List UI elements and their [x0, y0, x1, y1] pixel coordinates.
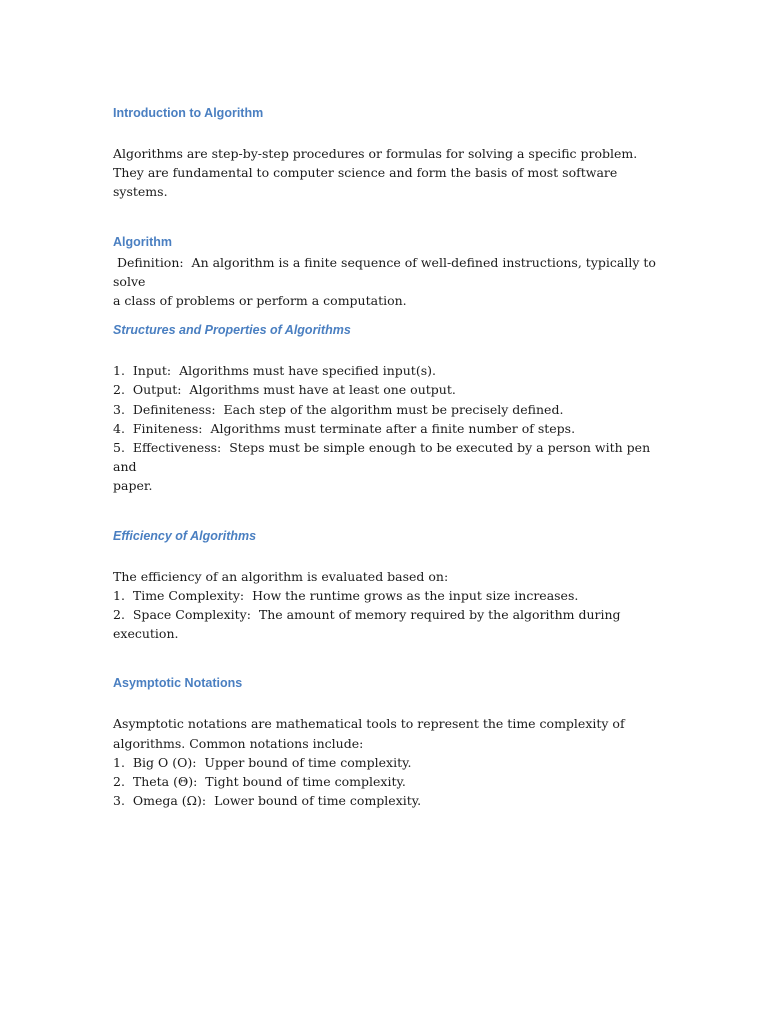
heading-introduction: Introduction to Algorithm [113, 106, 264, 120]
list-item: 3. Omega (Ω): Lower bound of time complexity. [113, 793, 422, 809]
efficiency-line: The efficiency of an algorithm is evaluated based on: [113, 568, 449, 584]
list-item: 3. Definiteness: Each step of the algorithm must be precisely defined. [113, 401, 564, 417]
list-item: 1. Input: Algorithms must have specified input(s). [113, 363, 436, 379]
definition-line: Definition: An algorithm is a finite sequence of well-defined instructions, typically to solve [113, 254, 660, 289]
list-item: 1. Big O (O): Upper bound of time complexity. [113, 754, 412, 770]
intro-paragraph [113, 144, 658, 202]
algorithm-definition [113, 253, 658, 311]
heading-structures: Structures and Properties of Algorithms [113, 323, 351, 338]
asymptotic-line: algorithms. Common notations include: [113, 735, 364, 751]
heading-efficiency: Efficiency of Algorithms [113, 528, 257, 543]
asymptotic-paragraph [113, 714, 658, 810]
heading-algorithm: Algorithm [113, 234, 173, 249]
efficiency-paragraph [113, 567, 658, 644]
list-item: 1. Time Complexity: How the runtime grows as the input size increases. [113, 587, 579, 603]
list-item: 2. Output: Algorithms must have at least one output. [113, 382, 456, 398]
list-item: 5. Effectiveness: Steps must be simple enough to be executed by a person with pen and [113, 440, 655, 475]
structures-list [113, 361, 658, 495]
asymptotic-line: Asymptotic notations are mathematical tools to represent the time complexity of [113, 716, 625, 732]
intro-line: Algorithms are step-by-step procedures or formulas for solving a specific problem. [113, 146, 638, 161]
document-page [113, 104, 658, 810]
list-item: 2. Space Complexity: The amount of memory required by the algorithm during execution. [113, 607, 625, 642]
heading-asymptotic: Asymptotic Notations [113, 676, 243, 691]
list-item: paper. [113, 478, 153, 494]
list-item: 2. Theta (Θ): Tight bound of time complexity. [113, 774, 406, 790]
list-item: 4. Finiteness: Algorithms must terminate after a finite number of steps. [113, 420, 576, 436]
definition-line: a class of problems or perform a computation. [113, 293, 407, 309]
intro-line: They are fundamental to computer science and form the basis of most software systems. [113, 165, 622, 200]
